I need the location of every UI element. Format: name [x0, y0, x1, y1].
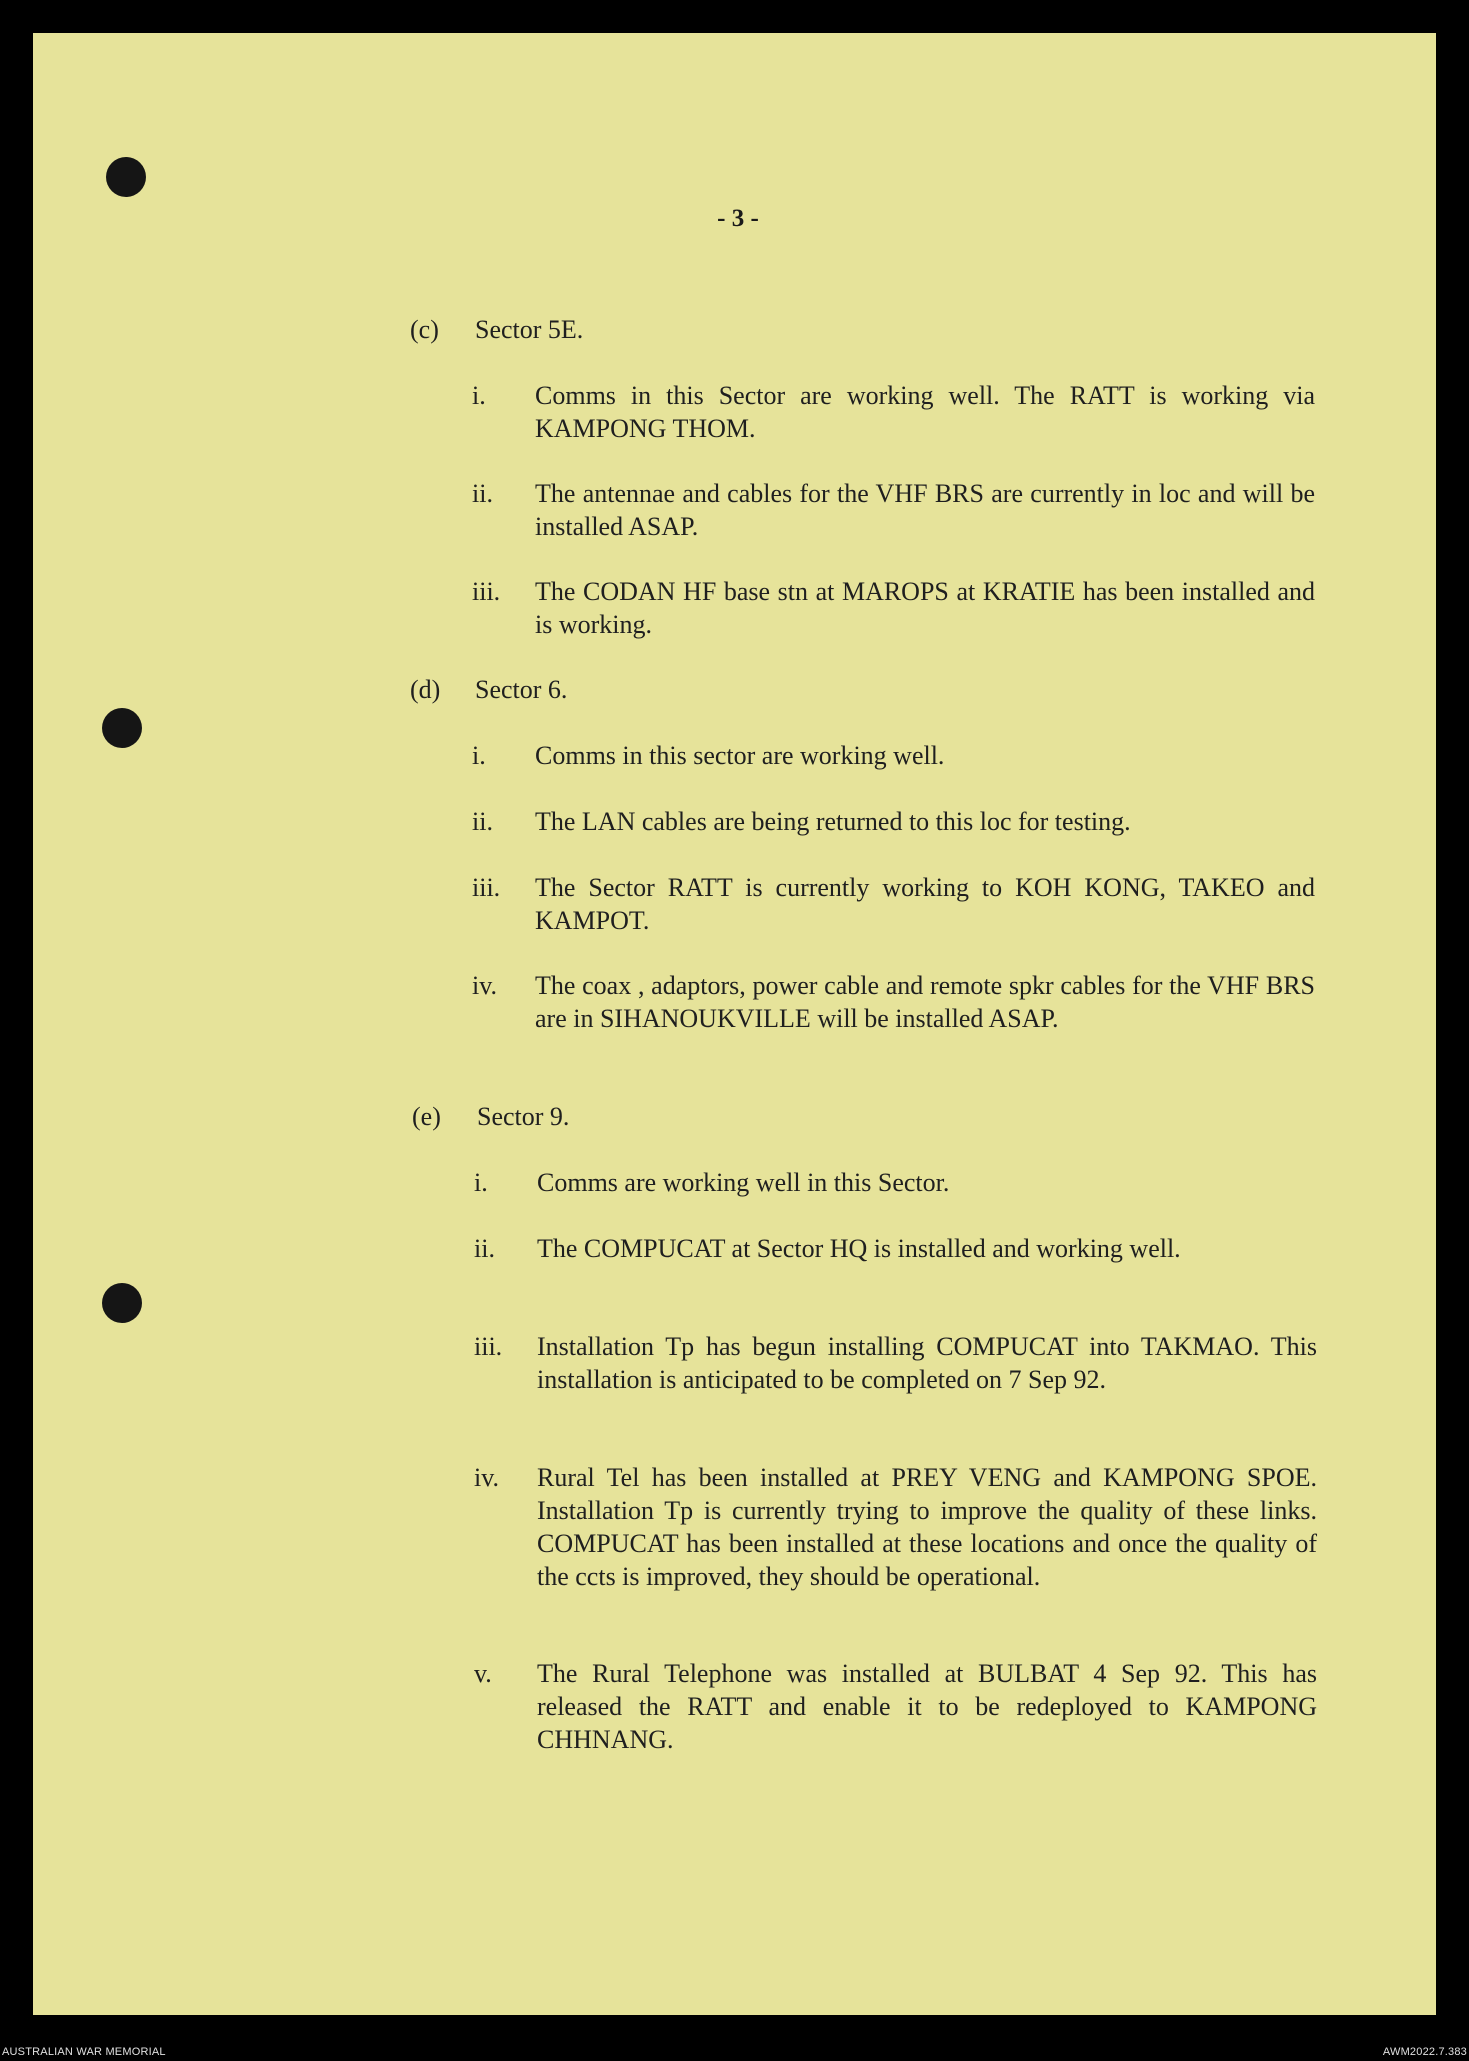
item-text: The LAN cables are being returned to this loc for testing. — [535, 807, 1131, 836]
item-number: i. — [472, 741, 486, 770]
section-heading: Sector 6. — [475, 675, 568, 704]
item-number: iii. — [472, 577, 501, 606]
item-text: Comms are working well in this Sector. — [537, 1168, 950, 1197]
accession-number: AWM2022.7.383 — [1382, 2046, 1467, 2058]
section-label: (c) — [410, 315, 439, 344]
item-text: Comms in this sector are working well. — [535, 741, 945, 770]
item-number: i. — [474, 1168, 488, 1197]
item-number: iii. — [474, 1332, 503, 1361]
punch-hole-top — [106, 157, 146, 197]
item-text: The Sector RATT is currently working to KOH KONG, TAKEO and KAMPOT. — [535, 873, 1315, 935]
document-page — [33, 33, 1436, 2015]
item-text: The CODAN HF base stn at MAROPS at KRATIE has been installed and is working. — [535, 577, 1315, 639]
item-number: iv. — [474, 1463, 500, 1492]
section-label: (e) — [412, 1102, 441, 1131]
item-text: The antennae and cables for the VHF BRS are currently in loc and will be installed ASAP. — [535, 479, 1315, 541]
item-number: v. — [474, 1659, 492, 1688]
item-number: iv. — [472, 971, 498, 1000]
page-number: - 3 - — [717, 205, 759, 232]
item-number: i. — [472, 381, 486, 410]
section-heading: Sector 5E. — [475, 315, 584, 344]
item-text: The Rural Telephone was installed at BULBAT 4 Sep 92. This has released the RATT and enable it to be redeployed to KAMPONG CHHNANG. — [537, 1659, 1317, 1754]
item-text: Comms in this Sector are working well. The RATT is working via KAMPONG THOM. — [535, 381, 1315, 443]
item-number: ii. — [474, 1234, 495, 1263]
punch-hole-middle — [102, 708, 142, 748]
section-heading: Sector 9. — [477, 1102, 570, 1131]
item-number: ii. — [472, 479, 493, 508]
item-text: Installation Tp has begun installing COMPUCAT into TAKMAO. This installation is anticipated to be completed on 7 Sep 92. — [537, 1332, 1317, 1394]
archive-credit: AUSTRALIAN WAR MEMORIAL — [2, 2046, 166, 2058]
item-text: The COMPUCAT at Sector HQ is installed and working well. — [537, 1234, 1181, 1263]
punch-hole-bottom — [102, 1283, 142, 1323]
section-label: (d) — [410, 675, 441, 704]
item-text: Rural Tel has been installed at PREY VENG and KAMPONG SPOE. Installation Tp is currently trying to improve the quality of these links. COMPUCAT has been installed at these locations and once the quality of the ccts is improved, they should be operational. — [537, 1463, 1317, 1591]
item-text: The coax , adaptors, power cable and remote spkr cables for the VHF BRS are in SIHANOUKVILLE will be installed ASAP. — [535, 971, 1315, 1033]
item-number: ii. — [472, 807, 493, 836]
item-number: iii. — [472, 873, 501, 902]
